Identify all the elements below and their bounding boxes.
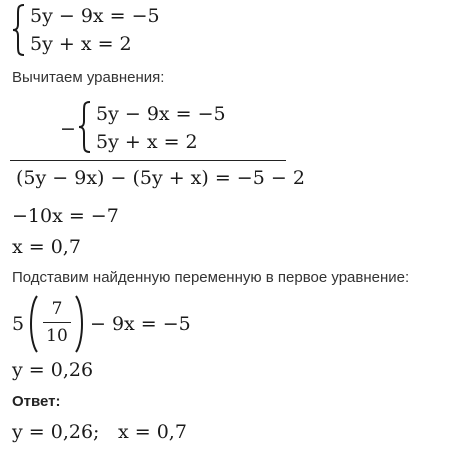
line-y-value: y = 0,26 bbox=[12, 359, 94, 381]
minus-sign: − bbox=[60, 118, 76, 140]
system-eq1: 5y − 9x = −5 bbox=[30, 5, 160, 27]
fraction-numerator: 7 bbox=[51, 299, 63, 319]
answer-label: Ответ: bbox=[12, 393, 61, 410]
line-x-value: x = 0,7 bbox=[12, 236, 81, 258]
subtraction-rule bbox=[10, 160, 286, 161]
step1-text: Вычитаем уравнения: bbox=[12, 69, 165, 86]
system-eq2: 5y + x = 2 bbox=[30, 33, 132, 55]
fraction-bar bbox=[43, 322, 71, 323]
left-paren bbox=[27, 295, 39, 353]
subtraction-eq1: 5y − 9x = −5 bbox=[96, 103, 226, 125]
step2-text: Подставим найденную переменную в первое уравнение: bbox=[12, 269, 410, 286]
subtraction-brace bbox=[78, 101, 92, 153]
fraction-denominator: 10 bbox=[46, 326, 68, 346]
system-brace bbox=[12, 4, 26, 56]
line-minus10x: −10x = −7 bbox=[12, 205, 119, 227]
substitution-rest: − 9x = −5 bbox=[90, 313, 191, 335]
substitution-coef: 5 bbox=[12, 313, 25, 335]
right-paren bbox=[74, 295, 86, 353]
subtraction-eq2: 5y + x = 2 bbox=[96, 131, 198, 153]
answer-x: x = 0,7 bbox=[118, 421, 187, 443]
subtraction-result: (5y − 9x) − (5y + x) = −5 − 2 bbox=[16, 167, 305, 189]
answer-y: y = 0,26; bbox=[12, 421, 100, 443]
